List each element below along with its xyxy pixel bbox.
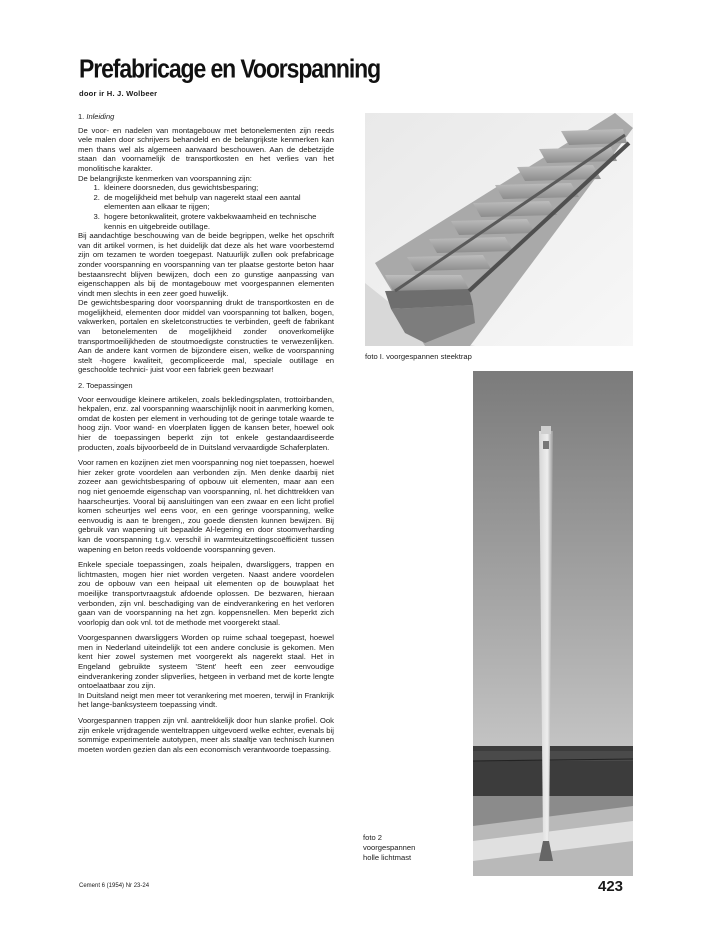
page-number: 423 (598, 878, 624, 895)
feature-list (78, 183, 334, 231)
section-number: 1. (78, 112, 85, 121)
paragraph: De gewichtsbesparing door voorspanning drukt de transportkosten en de mogelijkheid, elementen door middel van voorspanning tot balken, bogen, vakwerken, portalen en skeletconstructies te verbinden, geeft de fabrikant van betonelementen de mogelijkheid zonder onoverkomelijke transportmoeilijkheden de stoutmoedigste constructies te verwezenlijken. Aan de andere kant vormen de bijzondere eisen, welke de voorspanning stelt -hogere kwaliteit, gecompliceerde mal, speciale outillage en geschoolde technici- juist voor een fabriek geen bezwaar! (78, 298, 334, 375)
list-item: 3. hogere betonkwaliteit, grotere vakbekwaamheid en technische kennis en uitgebreide outillage. (102, 212, 334, 231)
paragraph: Voorgespannen trappen zijn vnl. aantrekkelijk door hun slanke profiel. Ook zijn enkele vrijdragende wenteltrappen uitgevoerd welke echter, evenals bij sommige experimentele autotypen, meer als staaltje van technisch kunnen moeten worden gezien dan als een economisch verantwoorde toepassing. (78, 716, 334, 754)
paragraph: In Duitsland neigt men meer tot verankering met moeren, terwijl in Frankrijk het lange-banksysteem toepassing vindt. (78, 690, 334, 710)
paragraph: Voorgespannen dwarsliggers Worden op ruime schaal toegepast, hoewel men in Nederland uiteindelijk tot een andere conclusie is gekomen. Men kent hier zowel systemen met voorgerekt als nagerekt staal. Het in Engeland gebruikte systeem 'Stent' heeft een zeer eenvoudige eindverankering zonder slipverlies, hetgeen in verband met de korte lengte ontoelaatbaar zou zijn. (78, 633, 334, 691)
light-mast-photo (473, 371, 633, 876)
photo2-caption (363, 833, 415, 863)
article-title: Prefabricage en Voorspanning (79, 54, 381, 84)
section-title: Inleiding (86, 112, 115, 121)
caption-line: foto 2 (363, 833, 382, 842)
list-item: 2. de mogelijkheid met behulp van nagerekt staal een aantal elementen aan elkaar te rijgen; (102, 193, 334, 212)
section-heading-toepassingen (78, 381, 334, 391)
section-heading-inleiding (78, 112, 334, 122)
article-body (78, 110, 334, 754)
list-item: 1. kleinere doorsneden, dus gewichtsbesparing; (102, 183, 334, 193)
caption-line: holle lichtmast (363, 853, 412, 862)
paragraph: De voor- en nadelen van montagebouw met betonelementen zijn reeds vele malen door schrijvers behandeld en de belangrijkste kenmerken kan men thans wel als algemeen aanvaard beschouwen. Aan de debetzijde staan dan voornamelijk de transportkosten en het verlies van het monolitische karakter. (78, 125, 334, 173)
paragraph: Voor eenvoudige kleinere artikelen, zoals bekledingsplaten, trottoirbanden, hekpalen, enz. zal voorspanning waarschijnlijk nooit in aanmerking komen, omdat de kosten per element in verhouding tot de geringe totale waarde te hoog zijn. Voor wand- en vloerplaten liggen de kansen beter, hoewel ook hier de toepassingen beperkt zijn tot enkele gestandaardiseerde producten, zoals bijvoorbeeld de in Duitsland vervaardigde Schaferplaten. (78, 394, 334, 452)
staircase-photo (365, 113, 633, 346)
section-title: Toepassingen (86, 381, 133, 391)
photo1-caption: foto I. voorgespannen steektrap (365, 352, 472, 361)
section-number: 2. (78, 381, 85, 391)
paragraph: Bij aandachtige beschouwing van de beide begrippen, welke het opschrift van dit artikel vormen, is het duidelijk dat deze als het ware voorbestemd zijn om tezamen te worden toegepast. Natuurlijk zullen ook prefabricage zonder voorspanning en voorspanning van ter plaatse gestorte beton haar bestaansrecht blijven bewijzen, doch een zo gunstige aanpassing van eigenschappen als bij de montagebouw met voorgespannen elementen vindt men slechts in een zeer goed huwelijk. (78, 231, 334, 298)
journal-footer: Cement 6 (1954) Nr 23-24 (79, 883, 150, 889)
paragraph: Enkele speciale toepassingen, zoals heipalen, dwarsliggers, trappen en lichtmasten, mogen hier niet worden vergeten. Naast andere voordelen zou de opbouw van een heipaal uit elementen op de bouwplaat het moeilijke transportvraagstuk afdoende oplossen. De bezwaren, hieraan verbonden, zijn vnl. beschadiging van de eindverankering en het verloren gaan van de voorspanning na het zgn. koppensnellen. Men beperkt zich voorlopig dan ook vnl. tot de methode met voorgerekt staal. (78, 560, 334, 627)
author-line: door ir H. J. Wolbeer (79, 89, 158, 98)
paragraph: De belangrijkste kenmerken van voorspanning zijn: (78, 173, 252, 183)
caption-line: voorgespannen (363, 843, 416, 852)
paragraph: Voor ramen en kozijnen ziet men voorspanning nog niet toepassen, hoewel hier zeker grote voordelen aan verbonden zijn. Men denke daarbij niet zozeer aan gewichtsbesparing of opbouw uit elementen, maar aan een nog niet genoemde eigenschap van voorspanning, nl. het dichttrekken van haarscheurtjes. Vooral bij aansluitingen van een zwaar en een licht profiel komen scheurtjes wel eens voor, en een geringe voorspanning, welke eenvoudig is aan te brengen,, zou goede diensten kunnen bewijzen. Bij gebruik van wapening uit bepaalde Al-legering en door stoomverharding kan de voorspanning t.g.v. verschil in warmteuitzettingscoëfficiënt tussen wapening en beton reeds voldoende voorspanning geven. (78, 458, 334, 554)
